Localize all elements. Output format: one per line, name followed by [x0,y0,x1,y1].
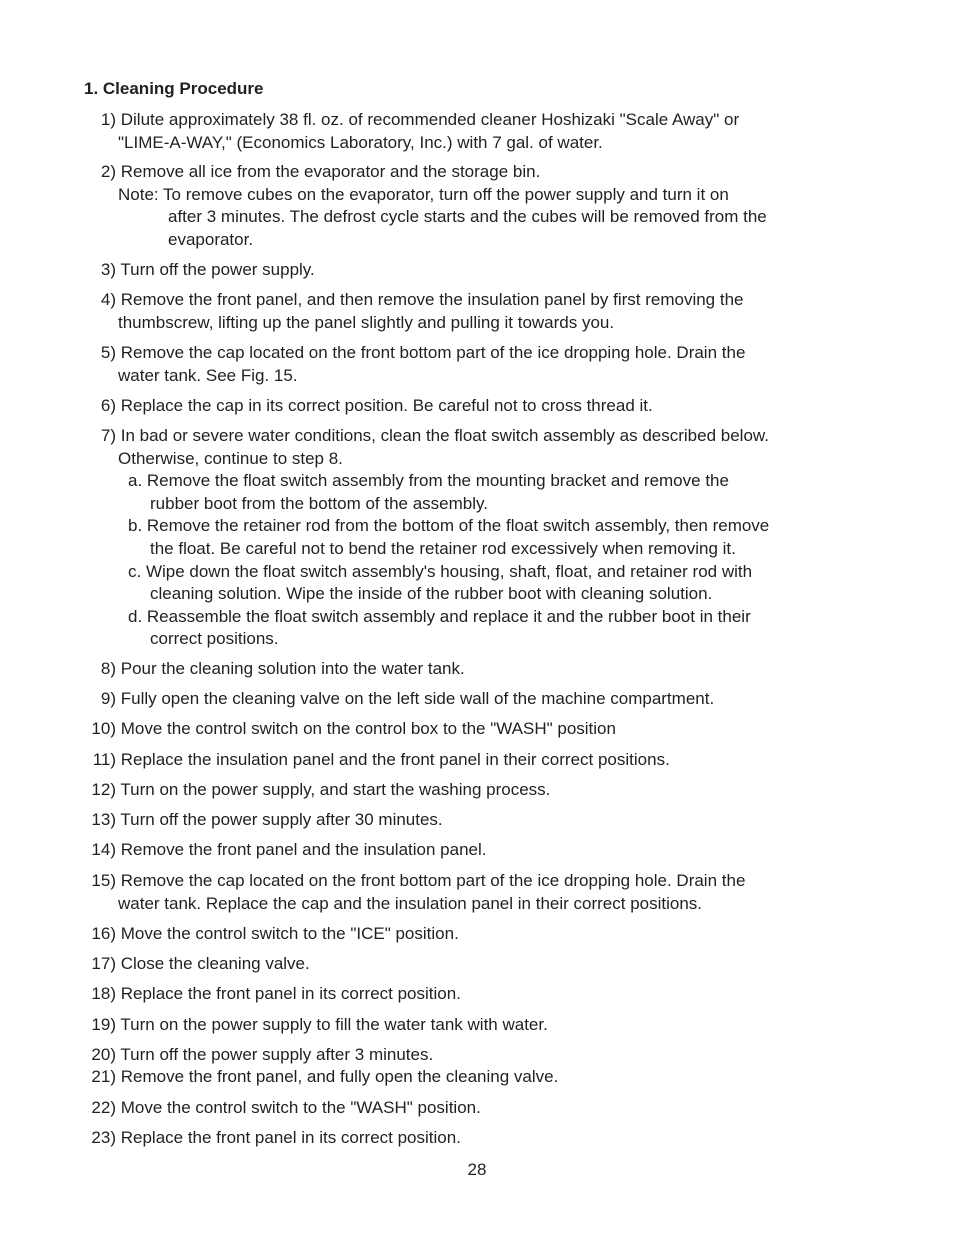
step-item [84,718,844,741]
sub-step-line: the float. Be careful not to bend the retainer rod excessively when removing it. [150,538,736,558]
step-item [84,658,844,681]
step-text: Replace the front panel in its correct position. [120,984,461,1003]
step-number: 2) [100,162,116,181]
step-text-continued: water tank. Replace the cap and the insulation panel in their correct positions. [118,893,703,913]
sub-step-line: d. Reassemble the float switch assembly and replace it and the rubber boot in their [128,606,751,626]
step-text: Move the control switch on the control box to the "WASH" position [120,719,616,738]
step-number: 22) [91,1098,116,1117]
note-line: Note: To remove cubes on the evaporator, turn off the power supply and turn it on [118,184,729,204]
step-number: 13) [91,810,116,829]
step-number: 18) [91,984,116,1003]
step-text-continued: "LIME-A-WAY," (Economics Laboratory, Inc.) with 7 gal. of water. [118,132,603,152]
step-number: 16) [91,924,116,943]
step-item [84,983,844,1006]
step-item [84,1066,844,1089]
sub-step [84,606,844,651]
step-item [84,809,844,832]
step-item [84,1014,844,1037]
step-number: 11) [92,750,116,769]
step-item [84,870,844,915]
step-text: Close the cleaning valve. [120,954,310,973]
step-text: Remove the cap located on the front bottom part of the ice dropping hole. Drain the [120,871,746,890]
sub-step-line: correct positions. [150,629,279,649]
step-number: 19) [91,1015,116,1034]
step-item [84,425,844,651]
step-text: Replace the insulation panel and the front panel in their correct positions. [120,750,670,769]
step-text: Remove all ice from the evaporator and the storage bin. [120,162,541,181]
step-text: Dilute approximately 38 fl. oz. of recommended cleaner Hoshizaki "Scale Away" or [120,110,740,129]
step-text-continued: Otherwise, continue to step 8. [118,448,343,468]
step-number: 8) [100,659,116,678]
page-number: 28 [467,1160,487,1179]
note-line: after 3 minutes. The defrost cycle starts and the cubes will be removed from the [168,207,767,227]
step-number: 15) [91,871,116,890]
sub-step-line: a. Remove the float switch assembly from the mounting bracket and remove the [128,471,729,491]
sub-step-line: cleaning solution. Wipe the inside of the rubber boot with cleaning solution. [150,584,713,604]
step-number: 17) [91,954,116,973]
step-text: Remove the front panel, and then remove the insulation panel by first removing the [120,290,744,309]
step-item [84,161,844,251]
step-item [84,688,844,711]
step-text: Replace the front panel in its correct position. [120,1128,461,1147]
sub-step-line: b. Remove the retainer rod from the bottom of the float switch assembly, then remove [128,516,770,536]
step-item [84,342,844,387]
sub-step [84,470,844,515]
step-item [84,289,844,334]
step-number: 7) [100,426,116,445]
step-number: 10) [91,719,116,738]
step-text: Fully open the cleaning valve on the left side wall of the machine compartment. [120,689,715,708]
step-text: Remove the cap located on the front bottom part of the ice dropping hole. Drain the [120,343,746,362]
note-line: evaporator. [168,229,254,249]
step-text: Move the control switch to the "WASH" position. [120,1098,481,1117]
sub-step [84,561,844,606]
step-number: 6) [100,396,116,415]
step-number: 9) [100,689,116,708]
step-number: 5) [100,343,116,362]
sub-step-line: rubber boot from the bottom of the assembly. [150,493,488,513]
step-text: Move the control switch to the "ICE" position. [120,924,459,943]
step-item [84,779,844,802]
step-number: 1) [100,110,116,129]
step-text: Remove the front panel and the insulation panel. [120,840,487,859]
step-number: 3) [100,260,116,279]
step-item [84,109,844,154]
step-text: In bad or severe water conditions, clean the float switch assembly as described below. [120,426,769,445]
step-number: 20) [91,1045,116,1064]
step-item [84,1044,844,1067]
step-item [84,1097,844,1120]
step-note [84,184,844,252]
step-item [84,923,844,946]
sub-step [84,515,844,560]
step-text: Pour the cleaning solution into the water tank. [120,659,465,678]
step-text: Turn off the power supply. [120,260,315,279]
step-text-continued: thumbscrew, lifting up the panel slightly and pulling it towards you. [118,312,615,332]
step-item [84,953,844,976]
step-number: 23) [91,1128,116,1147]
step-item [84,749,844,772]
step-item [84,395,844,418]
sub-step-line: c. Wipe down the float switch assembly's housing, shaft, float, and retainer rod with [128,561,753,581]
step-text: Turn on the power supply, and start the washing process. [120,780,551,799]
step-number: 14) [91,840,116,859]
step-text-continued: water tank. See Fig. 15. [118,365,298,385]
step-number: 4) [100,290,116,309]
step-item [84,259,844,282]
step-text: Turn off the power supply after 3 minutes. [120,1045,434,1064]
step-number: 21) [91,1067,116,1086]
step-text: Turn off the power supply after 30 minutes. [120,810,443,829]
step-item [84,839,844,862]
step-item [84,1127,844,1150]
step-text: Remove the front panel, and fully open the cleaning valve. [120,1067,559,1086]
step-number: 12) [91,780,116,799]
step-text: Turn on the power supply to fill the water tank with water. [120,1015,548,1034]
step-text: Replace the cap in its correct position. Be careful not to cross thread it. [120,396,653,415]
section-heading: 1. Cleaning Procedure [84,79,264,98]
